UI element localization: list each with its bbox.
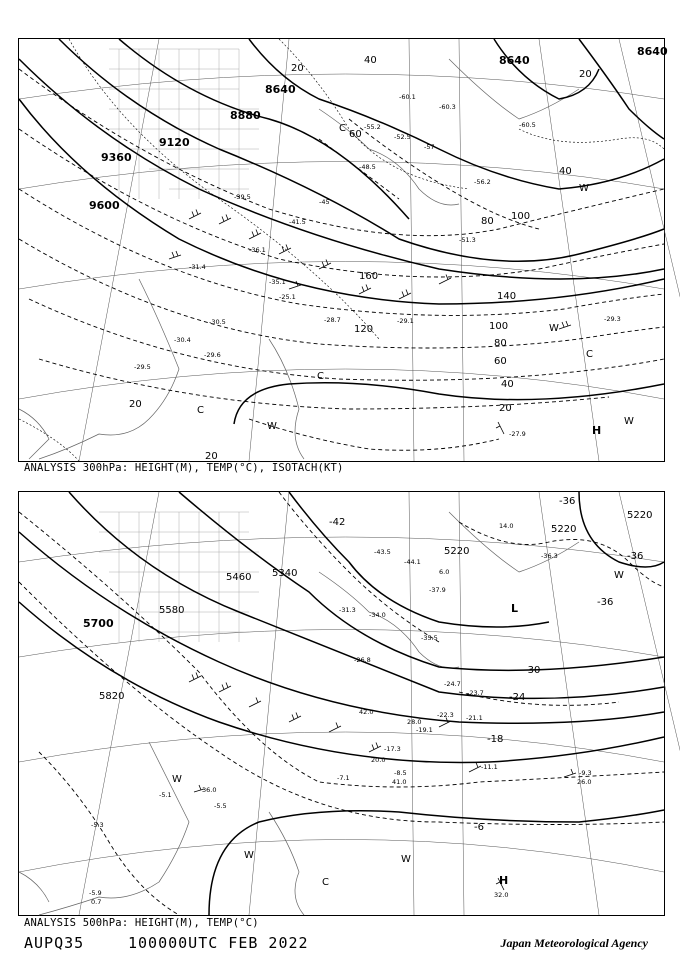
temp-obs: 41.0: [392, 778, 407, 786]
temp-obs: -29.3: [604, 315, 621, 323]
height-label-5580: 5580: [159, 605, 185, 616]
warm-marker: W: [172, 774, 182, 785]
temp-obs: -35.5: [421, 634, 438, 642]
temp-contour-label: -30: [524, 665, 541, 676]
temp-obs: -60.5: [519, 121, 536, 129]
caption-500hpa: ANALYSIS 500hPa: HEIGHT(M), TEMP(°C): [24, 917, 259, 929]
temp-obs: -7.1: [337, 774, 350, 782]
height-contours: [19, 492, 664, 915]
temp-obs: -5.9: [89, 889, 102, 897]
cold-marker: C: [339, 123, 346, 134]
agency-credit: Japan Meteorological Agency: [500, 936, 648, 950]
isotach-label: 20: [205, 451, 218, 462]
height-label-9120: 9120: [159, 136, 190, 149]
temp-obs: -5.1: [159, 791, 172, 799]
warm-marker: W: [267, 421, 277, 432]
height-label-8640-a: 8640: [265, 83, 296, 96]
temp-obs: -35.1: [269, 278, 286, 286]
temp-obs: -22.3: [437, 711, 454, 719]
isotach-label: 140: [497, 291, 517, 302]
temp-obs: 36.0: [202, 786, 217, 794]
height-label-8640-c: 8640: [637, 45, 668, 58]
isotach-label: 60: [349, 129, 362, 140]
warm-marker: W: [614, 570, 624, 581]
height-label-5220-a: 5220: [444, 546, 470, 557]
temp-obs: 14.0: [499, 522, 514, 530]
temp-obs: -23.7: [467, 689, 484, 697]
cold-marker: C: [586, 349, 593, 360]
temp-contour-label: -36: [627, 551, 644, 562]
temp-obs: 32.0: [494, 891, 509, 899]
isotach-label: 120: [354, 324, 374, 335]
map-500-canvas: [19, 492, 664, 915]
temp-obs: -41.5: [289, 218, 306, 226]
height-label-8880: 8880: [230, 109, 261, 122]
analysis-500hpa-map: [18, 491, 665, 916]
map-300-canvas: [19, 39, 668, 462]
isotach-label: 40: [559, 166, 572, 177]
temp-contour-label: -18: [487, 734, 504, 745]
temp-obs: -27.9: [509, 430, 526, 438]
temp-obs: -60.1: [399, 93, 416, 101]
isotach-label: 100: [511, 211, 531, 222]
temp-obs: -31.3: [339, 606, 356, 614]
temp-obs: -30.5: [209, 318, 226, 326]
temp-contour-label: -24: [509, 692, 526, 703]
valid-time: 100000UTC FEB 2022: [128, 934, 309, 952]
temp-obs: -44.1: [404, 558, 421, 566]
temp-obs: 28.0: [407, 718, 422, 726]
temp-obs: -5.3: [91, 821, 104, 829]
cold-marker: C: [317, 371, 324, 382]
height-label-5340: 5340: [272, 568, 298, 579]
temp-obs: -36.1: [249, 246, 266, 254]
temp-obs: -52.5: [394, 133, 411, 141]
temp-obs: -11.1: [481, 763, 498, 771]
isotach-label: 20: [129, 399, 142, 410]
temp-obs: -36.3: [541, 552, 558, 560]
temp-obs: -55.2: [364, 123, 381, 131]
temp-obs: -48.5: [359, 163, 376, 171]
temp-obs: -9.3: [579, 769, 592, 777]
temp-obs: -30.4: [174, 336, 191, 344]
temp-obs: -29.6: [204, 351, 221, 359]
temp-obs: -31.4: [189, 263, 206, 271]
temp-obs: 6.0: [439, 568, 450, 576]
caption-300hpa: ANALYSIS 300hPa: HEIGHT(M), TEMP(°C), ISOTACH(KT): [24, 462, 344, 474]
temp-contour-label: -6: [474, 822, 484, 833]
temp-obs: -57: [424, 143, 435, 151]
temp-obs: -26.8: [354, 656, 371, 664]
height-label-5820: 5820: [99, 691, 125, 702]
temp-contour-label: -42: [329, 517, 346, 528]
temp-obs: 42.0: [359, 708, 374, 716]
temp-obs: -37.9: [429, 586, 446, 594]
chart-code: AUPQ35: [24, 934, 85, 952]
height-label-8640-b: 8640: [499, 54, 530, 67]
temp-obs: -28.7: [324, 316, 341, 324]
height-label-5220-b: 5220: [551, 524, 577, 535]
height-label-5460: 5460: [226, 572, 252, 583]
temp-obs: -5.5: [214, 802, 227, 810]
warm-marker: W: [244, 850, 254, 861]
temp-obs: 20.0: [371, 756, 386, 764]
cold-marker: C: [197, 405, 204, 416]
height-contours: [19, 39, 664, 424]
temp-obs: -45: [319, 198, 330, 206]
isotach-label: 80: [481, 216, 494, 227]
temp-obs: -24.7: [444, 680, 461, 688]
temp-obs: -8.5: [394, 769, 407, 777]
height-label-9600: 9600: [89, 199, 120, 212]
temp-contour-label: -36: [559, 496, 576, 507]
isotach-label: 20: [579, 69, 592, 80]
isotach-label: 80: [494, 338, 507, 349]
isotach-label: 40: [364, 55, 377, 66]
temp-obs: -60.3: [439, 103, 456, 111]
temp-obs: -21.1: [466, 714, 483, 722]
cold-marker: C: [322, 877, 329, 888]
temp-obs: 26.0: [577, 778, 592, 786]
isotach-label: 20: [291, 63, 304, 74]
height-label-5700: 5700: [83, 617, 114, 630]
temp-obs: -29.5: [134, 363, 151, 371]
high-pressure-marker: H: [499, 874, 509, 887]
temp-obs: -17.3: [384, 745, 401, 753]
graticule: [19, 39, 680, 461]
high-pressure-marker: H: [592, 424, 602, 437]
temp-obs: -43.5: [374, 548, 391, 556]
height-label-9360: 9360: [101, 151, 132, 164]
warm-marker: W: [579, 183, 589, 194]
warm-marker: W: [624, 416, 634, 427]
isotach-label: 40: [501, 379, 514, 390]
isotach-label: 60: [494, 356, 507, 367]
temp-observations: [89, 522, 592, 906]
analysis-300hpa-map: [18, 38, 668, 462]
temp-obs: -29.1: [397, 317, 414, 325]
temp-obs: -25.1: [279, 293, 296, 301]
temp-observations: [134, 93, 621, 438]
coastlines: [19, 512, 579, 915]
temp-obs: 0.7: [91, 898, 102, 906]
temp-obs: -34.0: [369, 611, 386, 619]
temp-obs: -56.2: [474, 178, 491, 186]
isotach-label: 160: [359, 271, 379, 282]
temp-obs: -51.3: [459, 236, 476, 244]
isotach-label: 20: [499, 403, 512, 414]
isotach-label: 100: [489, 321, 509, 332]
warm-marker: W: [549, 323, 559, 334]
height-label-5220-c: 5220: [627, 510, 653, 521]
temp-contour-label: -36: [597, 597, 614, 608]
graticule: [19, 492, 680, 915]
temp-obs: -19.1: [416, 726, 433, 734]
warm-marker: W: [401, 854, 411, 865]
temp-obs: -39.5: [234, 193, 251, 201]
low-pressure-marker: L: [511, 602, 519, 615]
